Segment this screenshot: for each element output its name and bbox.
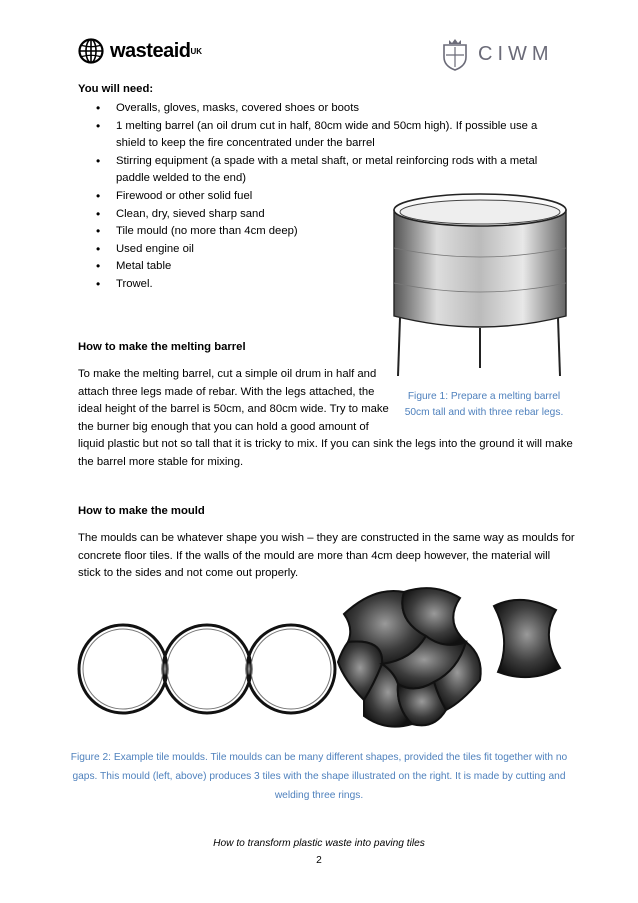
three-ring-mould-illustration (76, 606, 338, 732)
barrel-paragraph (78, 366, 578, 472)
mould-line: The moulds can be whatever shape you wish – they are constructed in the same way as moulds for (78, 532, 575, 544)
ciwm-logo (440, 36, 554, 72)
crest-icon (440, 37, 470, 71)
needs-heading: You will need: (78, 83, 154, 95)
barrel-line: attach three legs made of rebar. With the legs attached, the (78, 385, 375, 398)
list-item: • Metal table (78, 258, 568, 276)
barrel-line: liquid plastic but not so tall that it is tricky to mix. If you can sink the legs into the ground it will make (78, 438, 573, 451)
page-number: 2 (316, 855, 322, 866)
barrel-line: the burner big enough that you can hold a good amount of (78, 420, 369, 433)
list-item: • Stirring equipment (a spade with a metal shaft, or metal reinforcing rods with a metal paddle welded to the end) (78, 153, 568, 188)
mould-line: concrete floor tiles. If the walls of the mould are more than 4cm deep however, the material will (78, 549, 551, 562)
list-item: • Firewood or other solid fuel (78, 188, 568, 206)
wasteaid-wordmark: wasteaid (110, 39, 191, 62)
list-item: • Tile mould (no more than 4cm deep) (78, 223, 568, 241)
figure-2-caption: Figure 2: Example tile moulds. Tile moulds can be many different shapes, provided the tiles fit together with no gaps. This mould (left, above) produces 3 tiles with the shape illustrated on the right. It is made by cutting and welding three rings. (70, 752, 568, 801)
ciwm-wordmark: CIWM (478, 42, 554, 65)
barrel-line: ideal height of the barrel is 50cm, and 80cm wide. Try to make (78, 403, 389, 416)
barrel-line: To make the melting barrel, cut a simple oil drum in half and (78, 368, 377, 380)
interlocking-tiles-illustration (334, 584, 566, 742)
barrel-heading: How to make the melting barrel (78, 341, 246, 353)
melting-barrel-illustration (386, 188, 574, 380)
list-item: • Used engine oil (78, 241, 568, 259)
list-item: • Trowel. (78, 276, 568, 294)
wasteaid-uk-mark: UK (190, 46, 203, 56)
globe-icon (78, 38, 104, 64)
list-item: • Clean, dry, sieved sharp sand (78, 206, 568, 224)
mould-paragraph (78, 530, 578, 583)
figure-1-caption: Figure 1: Prepare a melting barrel 50cm tall and with three rebar legs. (404, 391, 564, 418)
wasteaid-logo (78, 36, 202, 66)
footer-title: How to transform plastic waste into paving tiles (213, 838, 425, 849)
mould-heading: How to make the mould (78, 505, 205, 517)
barrel-line: the barrel more stable for mixing. (78, 455, 244, 468)
list-item: • Overalls, gloves, masks, covered shoes or boots (78, 100, 568, 118)
mould-line: stick to the sides and not come out properly. (78, 567, 299, 580)
list-item: • 1 melting barrel (an oil drum cut in half, 80cm wide and 50cm high). If possible use a shield to keep the fire concentrated under the barrel (78, 118, 568, 153)
